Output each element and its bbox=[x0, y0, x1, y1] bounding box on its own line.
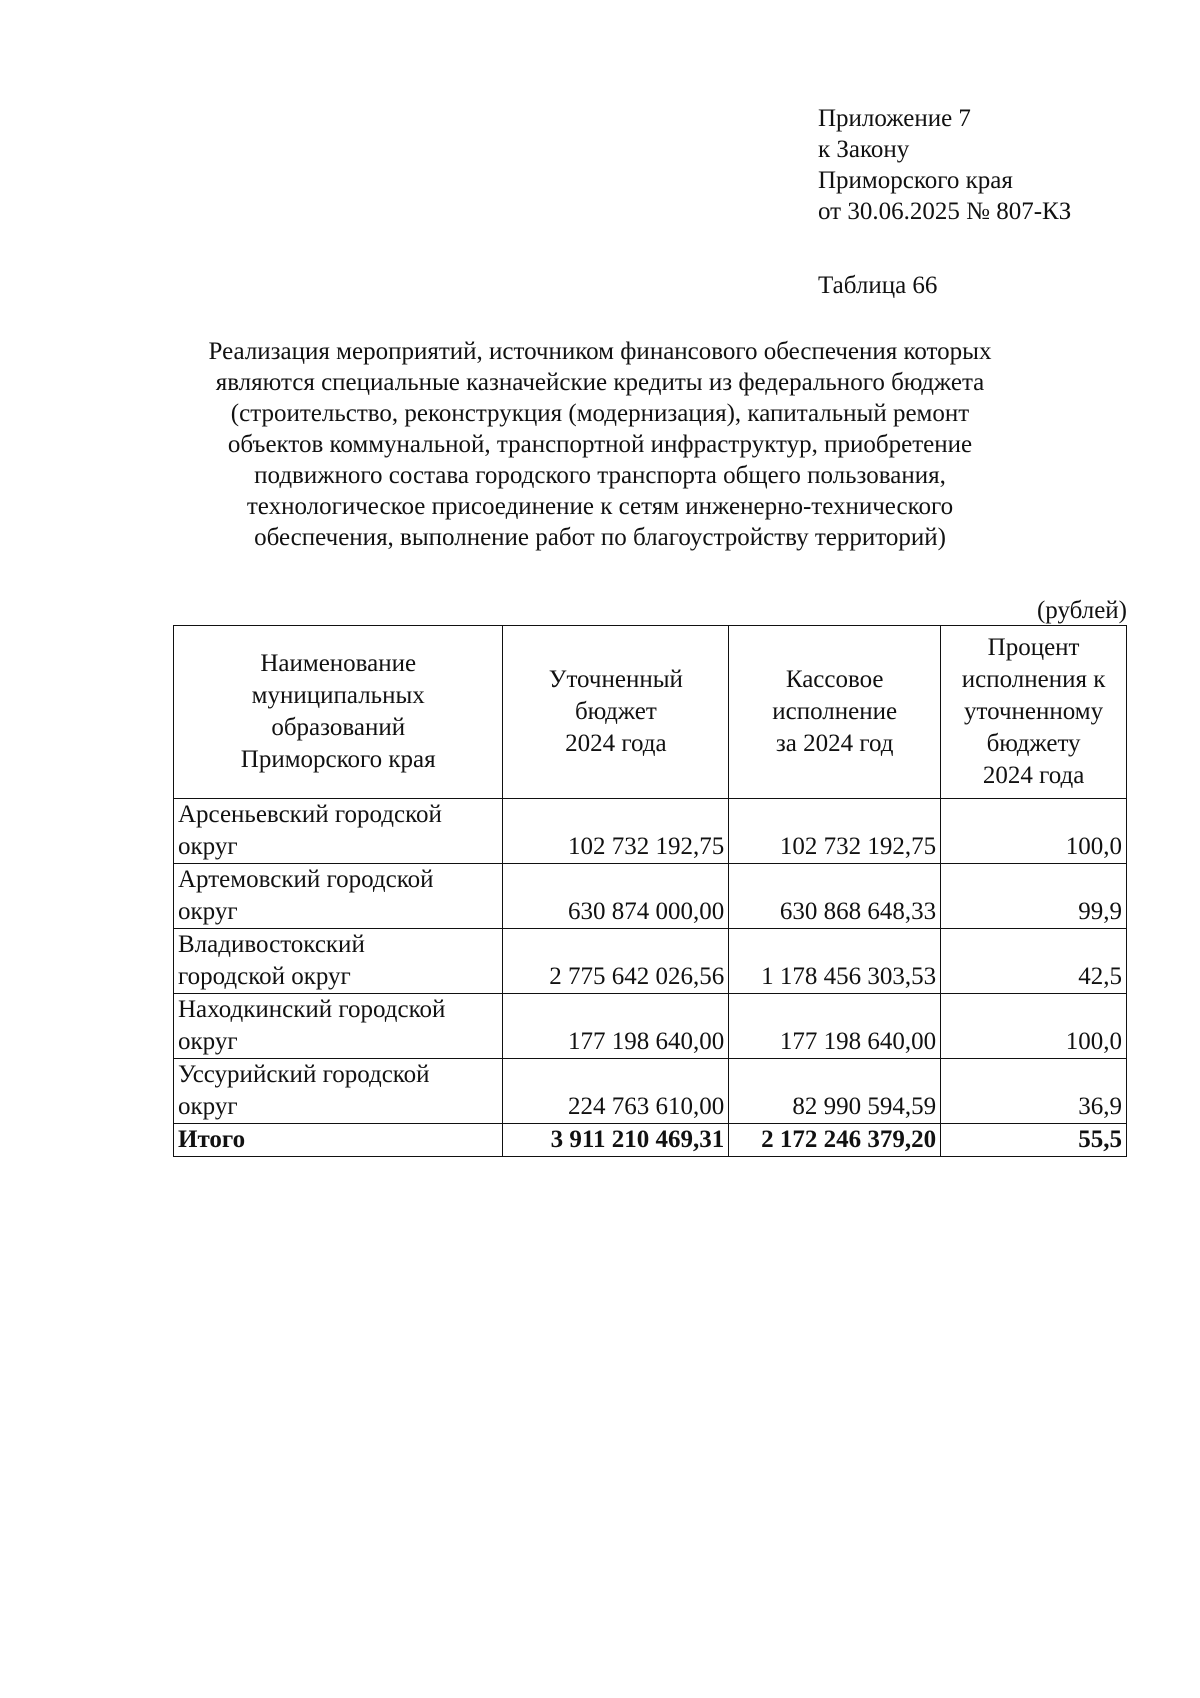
table-number: Таблица 66 bbox=[818, 272, 938, 299]
header-line: бюджет bbox=[574, 698, 657, 725]
table-header-row bbox=[174, 626, 1127, 799]
municipality-name bbox=[174, 994, 503, 1059]
header-line: исполнение bbox=[772, 698, 898, 725]
title-line: являются специальные казначейские кредиты из федерального бюджета bbox=[215, 369, 985, 396]
table-row bbox=[174, 929, 1127, 994]
header-percent bbox=[941, 626, 1127, 799]
title-line: обеспечения, выполнение работ по благоустройству территорий) bbox=[254, 524, 946, 551]
name-line: Артемовский городской bbox=[178, 866, 434, 893]
title-line: подвижного состава городского транспорта общего пользования, bbox=[254, 462, 946, 489]
total-percent: 55,5 bbox=[941, 1124, 1127, 1157]
percent-value: 99,9 bbox=[941, 864, 1127, 929]
appendix-line: Приложение 7 bbox=[818, 105, 971, 132]
total-execution: 2 172 246 379,20 bbox=[729, 1124, 941, 1157]
title-line: Реализация мероприятий, источником финансового обеспечения которых bbox=[208, 338, 992, 365]
header-line: Наименование bbox=[260, 650, 417, 677]
name-line: округ bbox=[178, 1028, 238, 1055]
table-row bbox=[174, 799, 1127, 864]
title-line: объектов коммунальной, транспортной инфраструктур, приобретение bbox=[227, 431, 973, 458]
appendix-line: от 30.06.2025 № 807-КЗ bbox=[818, 198, 1072, 225]
percent-value: 100,0 bbox=[941, 799, 1127, 864]
appendix-line: Приморского края bbox=[818, 167, 1013, 194]
header-line: Кассовое bbox=[785, 666, 884, 693]
execution-value: 102 732 192,75 bbox=[729, 799, 941, 864]
budget-value: 224 763 610,00 bbox=[503, 1059, 729, 1124]
budget-table bbox=[173, 625, 1127, 1157]
total-budget: 3 911 210 469,31 bbox=[503, 1124, 729, 1157]
appendix-reference bbox=[818, 103, 1071, 227]
budget-value: 630 874 000,00 bbox=[503, 864, 729, 929]
percent-value: 36,9 bbox=[941, 1059, 1127, 1124]
table-row bbox=[174, 1059, 1127, 1124]
percent-value: 100,0 bbox=[941, 994, 1127, 1059]
municipality-name bbox=[174, 1059, 503, 1124]
header-line: Приморского края bbox=[240, 746, 436, 773]
municipality-name bbox=[174, 929, 503, 994]
table-row bbox=[174, 864, 1127, 929]
name-line: округ bbox=[178, 1093, 238, 1120]
header-municipality bbox=[174, 626, 503, 799]
execution-value: 630 868 648,33 bbox=[729, 864, 941, 929]
execution-value: 177 198 640,00 bbox=[729, 994, 941, 1059]
budget-value: 102 732 192,75 bbox=[503, 799, 729, 864]
percent-value: 42,5 bbox=[941, 929, 1127, 994]
name-line: Владивостокский bbox=[178, 931, 365, 958]
total-label: Итого bbox=[174, 1124, 503, 1157]
name-line: Находкинский городской bbox=[178, 996, 446, 1023]
header-budget bbox=[503, 626, 729, 799]
header-line: 2024 года bbox=[982, 762, 1085, 789]
name-line: округ bbox=[178, 898, 238, 925]
header-line: бюджету bbox=[986, 730, 1081, 757]
header-line: исполнения к bbox=[961, 666, 1106, 693]
title-line: (строительство, реконструкция (модернизация), капитальный ремонт bbox=[230, 400, 970, 427]
document-title bbox=[150, 336, 1050, 553]
name-line: Арсеньевский городской bbox=[178, 801, 442, 828]
header-line: образований bbox=[271, 714, 406, 741]
execution-value: 1 178 456 303,53 bbox=[729, 929, 941, 994]
municipality-name bbox=[174, 864, 503, 929]
municipality-name bbox=[174, 799, 503, 864]
header-line: Процент bbox=[987, 634, 1080, 661]
total-row bbox=[174, 1124, 1127, 1157]
header-line: муниципальных bbox=[251, 682, 425, 709]
header-line: уточненному bbox=[964, 698, 1104, 725]
name-line: округ bbox=[178, 833, 238, 860]
execution-value: 82 990 594,59 bbox=[729, 1059, 941, 1124]
name-line: городской округ bbox=[178, 963, 351, 990]
header-line: 2024 года bbox=[565, 730, 667, 757]
appendix-line: к Закону bbox=[818, 136, 910, 163]
budget-value: 177 198 640,00 bbox=[503, 994, 729, 1059]
name-line: Уссурийский городской bbox=[178, 1061, 430, 1088]
table-row bbox=[174, 994, 1127, 1059]
budget-value: 2 775 642 026,56 bbox=[503, 929, 729, 994]
header-line: Уточненный bbox=[548, 666, 683, 693]
header-line: за 2024 год bbox=[775, 730, 894, 757]
units-label: (рублей) bbox=[1036, 597, 1127, 624]
header-execution bbox=[729, 626, 941, 799]
title-line: технологическое присоединение к сетям инженерно-технического bbox=[246, 493, 954, 520]
